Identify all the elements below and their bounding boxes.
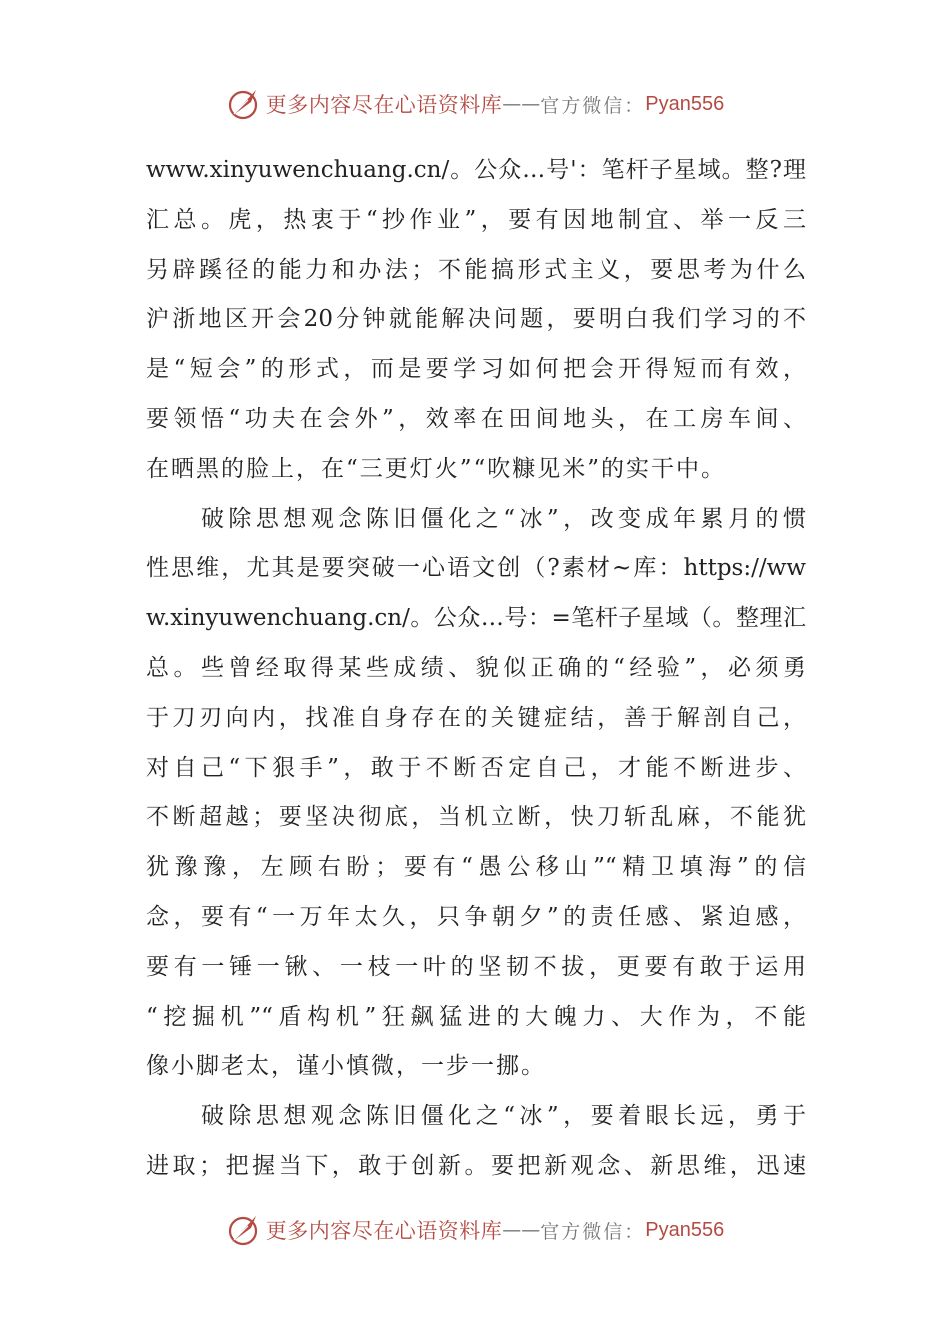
text-line: 性思维，尤其是要突破一心语文创（?素材~库：https://ww — [146, 555, 806, 582]
text-line: www.xinyuwenchuang.cn/。公众…号'：笔杆子星域。整?理 — [146, 157, 806, 183]
text-line: 像小脚老太，谨小慎微，一步一挪。 — [146, 1053, 546, 1080]
text-line: 对自己“下狠手”，敢于不断否定自己，才能不断进步、 — [146, 754, 806, 781]
banner-wechat-id: Pyan556 — [645, 92, 725, 115]
banner-official-label: 官方微信： — [540, 1220, 646, 1243]
text-line: 于刀刃向内，找准自身存在的关键症结，善于解剖自己， — [146, 704, 806, 731]
text-line: 是“短会”的形式，而是要学习如何把会开得短而有效， — [146, 356, 806, 383]
text-line: 要领悟“功夫在会外”，效率在田间地头，在工房车间、 — [146, 405, 806, 432]
text-line: 另辟蹊径的能力和办法；不能搞形式主义，要思考为什么 — [146, 256, 806, 283]
banner-title: 更多内容尽在心语资料库 — [265, 93, 503, 117]
text-line: 汇总。虎，热衷于“抄作业”，要有因地制宜、举一反三 — [146, 206, 806, 233]
document-body — [146, 146, 806, 1192]
quill-logo-icon — [226, 1212, 262, 1248]
banner-dash: —— — [502, 93, 541, 115]
text-line: 不断超越；要坚决彻底，当机立断，快刀斩乱麻，不能犹 — [146, 804, 806, 831]
text-line: 在晒黑的脸上，在“三更灯火”“吹糠见米”的实干中。 — [146, 455, 727, 482]
banner-wechat-id: Pyan556 — [645, 1218, 725, 1241]
text-line: “挖掘机”“盾构机”狂飙猛进的大魄力、大作为，不能 — [146, 1003, 806, 1030]
text-line: 沪浙地区开会20分钟就能解决问题，要明白我们学习的不 — [146, 306, 806, 333]
footer-banner — [0, 1210, 950, 1250]
text-line: 破除思想观念陈旧僵化之“冰”，改变成年累月的惯 — [146, 505, 806, 532]
header-banner — [0, 84, 950, 124]
text-line: 总。些曾经取得某些成绩、貌似正确的“经验”，必须勇 — [146, 654, 806, 681]
text-line: 进取；把握当下，敢于创新。要把新观念、新思维，迅速 — [146, 1152, 806, 1179]
text-line: w.xinyuwenchuang.cn/。公众…号：=笔杆子星域（。整理汇 — [146, 605, 806, 632]
banner-title: 更多内容尽在心语资料库 — [265, 1219, 503, 1243]
text-line: 念，要有“一万年太久，只争朝夕”的责任感、紧迫感， — [146, 903, 806, 930]
quill-logo-icon — [226, 86, 262, 122]
text-line: 犹豫豫，左顾右盼；要有“愚公移山”“精卫填海”的信 — [146, 854, 806, 881]
text-line: 要有一锤一锹、一枝一叶的坚韧不拔，更要有敢于运用 — [146, 953, 806, 980]
banner-official-label: 官方微信： — [540, 94, 646, 117]
banner-dash: —— — [502, 1219, 541, 1241]
text-line: 破除思想观念陈旧僵化之“冰”，要着眼长远，勇于 — [146, 1103, 806, 1130]
